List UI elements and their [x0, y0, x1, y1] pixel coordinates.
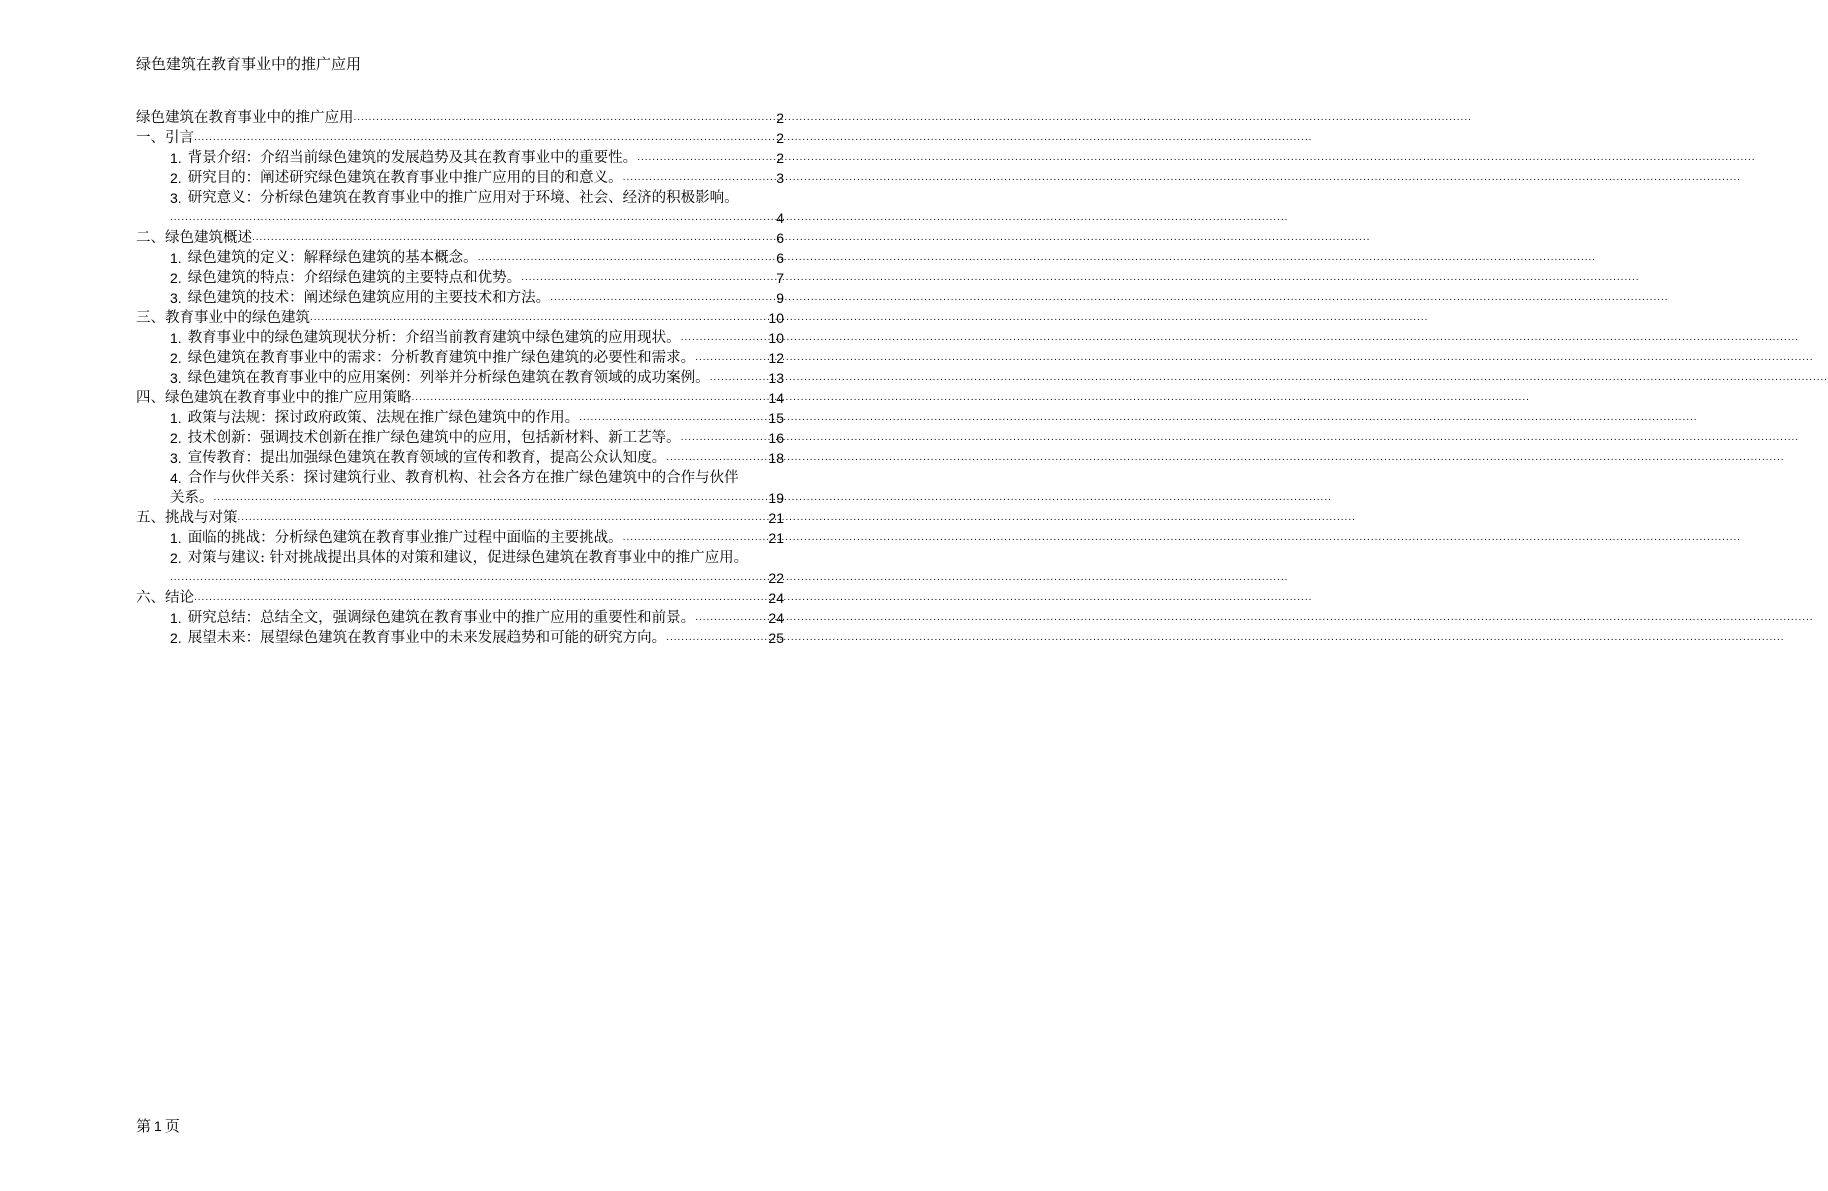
- toc-dot-leader: [478, 248, 776, 268]
- toc-entry-number: 1.: [170, 530, 182, 546]
- toc-page-number: 10: [768, 310, 784, 326]
- toc-entry-number: 3.: [170, 370, 182, 386]
- toc-entry-text: 一、引言: [136, 130, 194, 146]
- toc-entry[interactable]: [136, 188, 784, 228]
- toc-entry-text: 展望未来：展望绿色建筑在教育事业中的未来发展趋势和可能的研究方向。: [187, 630, 667, 646]
- toc-entry-number: 2.: [170, 630, 182, 646]
- toc-entry-number: 1.: [170, 330, 182, 346]
- toc-entry-text: 绿色建筑的定义：解释绿色建筑的基本概念。: [187, 250, 478, 266]
- toc-entry-number: 1.: [170, 150, 182, 166]
- toc-dot-leader: [666, 628, 767, 648]
- toc-page-number: 24: [768, 610, 784, 626]
- toc-entry-text: 二、绿色建筑概述: [136, 230, 252, 246]
- toc-entry-text: 研究意义：分析绿色建筑在教育事业中的推广应用对于环境、社会、经济的积极影响。: [187, 190, 739, 206]
- toc-entry-number: 2.: [170, 350, 182, 366]
- toc-dot-leader: [252, 228, 775, 248]
- toc-page-number: 13: [768, 370, 784, 386]
- toc-page-number: 2: [776, 150, 784, 166]
- toc-entry[interactable]: [136, 308, 784, 328]
- toc-dot-leader: [194, 588, 767, 608]
- toc-entry-number: 3.: [170, 450, 182, 466]
- toc-dot-leader: [170, 568, 768, 588]
- toc-entry-number: 2.: [170, 430, 182, 446]
- toc-entry-text: 绿色建筑在教育事业中的应用案例：列举并分析绿色建筑在教育领域的成功案例。: [187, 370, 710, 386]
- toc-entry[interactable]: [136, 548, 784, 588]
- toc-page-number: 12: [768, 350, 784, 366]
- toc-entry-number: 1.: [170, 410, 182, 426]
- toc-entry-continuation: 关系。: [170, 490, 214, 506]
- toc-entry[interactable]: [136, 388, 784, 408]
- toc-entry[interactable]: [136, 168, 784, 188]
- toc-entry[interactable]: [136, 428, 784, 448]
- toc-entry[interactable]: [136, 288, 784, 308]
- toc-entry-number: 2.: [170, 170, 182, 186]
- toc-dot-leader: [579, 408, 767, 428]
- page-header: 绿色建筑在教育事业中的推广应用: [136, 55, 362, 73]
- toc-page-number: 6: [776, 230, 784, 246]
- toc-dot-leader: [681, 428, 768, 448]
- toc-dot-leader: [681, 328, 768, 348]
- toc-entry-second-line: [170, 488, 784, 508]
- toc-entry-number: 4.: [170, 470, 182, 486]
- page-footer: [136, 1116, 180, 1136]
- toc-entry[interactable]: [136, 128, 784, 148]
- toc-page-number: 22: [768, 570, 784, 586]
- toc-dot-leader: [623, 528, 768, 548]
- toc-page-number: 25: [768, 630, 784, 646]
- toc-dot-leader: [550, 288, 775, 308]
- toc-dot-leader: [170, 208, 776, 228]
- toc-page-number: 19: [768, 490, 784, 506]
- toc-entry[interactable]: [136, 368, 784, 388]
- toc-entry-text: 教育事业中的绿色建筑现状分析：介绍当前教育建筑中绿色建筑的应用现状。: [187, 330, 681, 346]
- toc-entry[interactable]: [136, 588, 784, 608]
- toc-page-number: 10: [768, 330, 784, 346]
- toc-entry-text: 研究总结：总结全文，强调绿色建筑在教育事业中的推广应用的重要性和前景。: [187, 610, 696, 626]
- toc-entry-text: 背景介绍：介绍当前绿色建筑的发展趋势及其在教育事业中的重要性。: [187, 150, 638, 166]
- toc-entry-text: 研究目的：阐述研究绿色建筑在教育事业中推广应用的目的和意义。: [187, 170, 623, 186]
- toc-entry-text: 绿色建筑在教育事业中的需求：分析教育建筑中推广绿色建筑的必要性和需求。: [187, 350, 696, 366]
- toc-entry-first-line: [170, 468, 784, 488]
- toc-entry[interactable]: [136, 408, 784, 428]
- toc-entry-text: 技术创新：强调技术创新在推广绿色建筑中的应用，包括新材料、新工艺等。: [187, 430, 681, 446]
- toc-entry-text: 三、教育事业中的绿色建筑: [136, 310, 310, 326]
- toc-entry-first-line: [170, 548, 784, 568]
- toc-entry[interactable]: [136, 628, 784, 648]
- toc-entry-number: 3.: [170, 290, 182, 306]
- toc-dot-leader: [623, 168, 776, 188]
- toc-entry-number: 3.: [170, 190, 182, 206]
- toc-entry-number: 1.: [170, 250, 182, 266]
- toc-entry-text: 绿色建筑在教育事业中的推广应用: [136, 110, 354, 126]
- toc-page-number: 21: [768, 530, 784, 546]
- toc-page-number: 2: [776, 110, 784, 126]
- toc-page-number: 16: [768, 430, 784, 446]
- toc-dot-leader: [695, 348, 767, 368]
- table-of-contents: [136, 108, 784, 648]
- toc-entry-text: 五、挑战与对策: [136, 510, 238, 526]
- toc-dot-leader: [710, 368, 768, 388]
- toc-dot-leader: [637, 148, 775, 168]
- toc-entry-number: 2.: [170, 550, 182, 566]
- toc-entry-text: 四、绿色建筑在教育事业中的推广应用策略: [136, 390, 412, 406]
- toc-dot-leader: [238, 508, 768, 528]
- toc-page-number: 7: [776, 270, 784, 286]
- toc-dot-leader: [354, 108, 776, 128]
- toc-entry-text: 对策与建议: 针对挑战提出具体的对策和建议，促进绿色建筑在教育事业中的推广应用。: [187, 550, 749, 566]
- toc-entry[interactable]: [136, 528, 784, 548]
- toc-entry-text: 宣传教育：提出加强绿色建筑在教育领域的宣传和教育，提高公众认知度。: [187, 450, 667, 466]
- toc-entry-text: 面临的挑战：分析绿色建筑在教育事业推广过程中面临的主要挑战。: [187, 530, 623, 546]
- toc-entry[interactable]: [136, 248, 784, 268]
- footer-page-number: 1: [154, 1118, 162, 1134]
- toc-entry-number: 1.: [170, 610, 182, 626]
- toc-page-number: 21: [768, 510, 784, 526]
- toc-page-number: 9: [776, 290, 784, 306]
- toc-entry-text: 绿色建筑的特点：介绍绿色建筑的主要特点和优势。: [187, 270, 522, 286]
- toc-page-number: 4: [776, 210, 784, 226]
- toc-dot-leader: [214, 488, 769, 508]
- toc-page-number: 15: [768, 410, 784, 426]
- toc-entry-number: 2.: [170, 270, 182, 286]
- toc-dot-leader: [194, 128, 775, 148]
- toc-dot-leader: [666, 448, 767, 468]
- toc-page-number: 2: [776, 130, 784, 146]
- toc-entry[interactable]: [136, 468, 784, 508]
- toc-entry-second-line: [170, 568, 784, 588]
- toc-page-number: 18: [768, 450, 784, 466]
- toc-entry-text: 六、结论: [136, 590, 194, 606]
- toc-dot-leader: [695, 608, 767, 628]
- toc-entry[interactable]: [136, 148, 784, 168]
- toc-page-number: 14: [768, 390, 784, 406]
- toc-page-number: 24: [768, 590, 784, 606]
- footer-suffix: 页: [164, 1117, 180, 1135]
- toc-entry-text: 合作与伙伴关系：探讨建筑行业、教育机构、社会各方在推广绿色建筑中的合作与伙伴: [187, 470, 739, 486]
- toc-entry-text: 政策与法规：探讨政府政策、法规在推广绿色建筑中的作用。: [187, 410, 580, 426]
- toc-entry[interactable]: [136, 228, 784, 248]
- toc-dot-leader: [412, 388, 768, 408]
- toc-entry[interactable]: [136, 268, 784, 288]
- toc-entry-text: 绿色建筑的技术：阐述绿色建筑应用的主要技术和方法。: [187, 290, 551, 306]
- toc-dot-leader: [521, 268, 775, 288]
- toc-entry[interactable]: [136, 508, 784, 528]
- toc-entry[interactable]: [136, 448, 784, 468]
- toc-entry[interactable]: [136, 328, 784, 348]
- toc-entry-first-line: [170, 188, 784, 208]
- toc-page-number: 3: [776, 170, 784, 186]
- toc-entry[interactable]: [136, 348, 784, 368]
- toc-entry[interactable]: [136, 608, 784, 628]
- toc-dot-leader: [310, 308, 767, 328]
- toc-entry-second-line: [170, 208, 784, 228]
- toc-page-number: 6: [776, 250, 784, 266]
- toc-entry[interactable]: [136, 108, 784, 128]
- footer-prefix: 第: [136, 1117, 152, 1135]
